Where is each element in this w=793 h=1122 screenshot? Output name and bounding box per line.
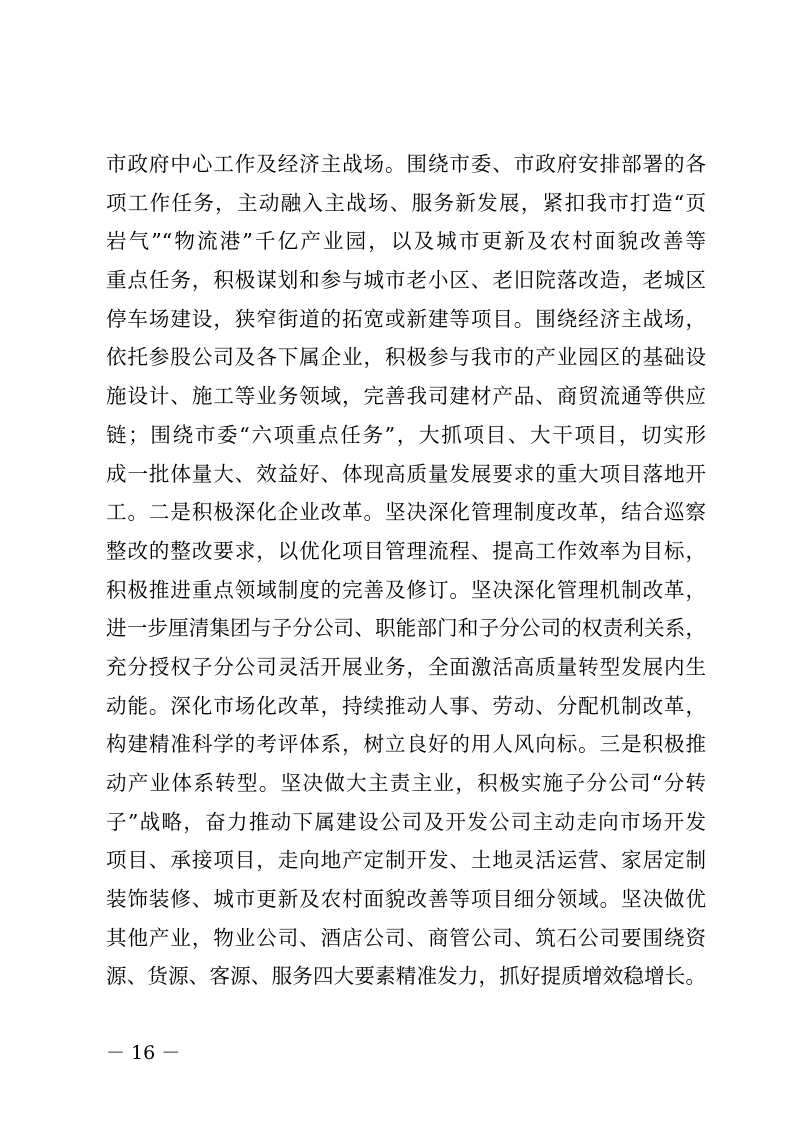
- text-line: 构建精准科学的考评体系，树立良好的用人风向标。三是积极推: [106, 732, 706, 757]
- text-line: 重点任务，积极谋划和参与城市老小区、老旧院落改造，老城区: [106, 268, 706, 293]
- text-line: 项工作任务，主动融入主战场、服务新发展，紧扣我市打造“页: [106, 190, 706, 215]
- text-line: 岩气”“物流港”千亿产业园，以及城市更新及农村面貌改善等: [106, 229, 706, 254]
- text-line: 子”战略，奋力推动下属建设公司及开发公司主动走向市场开发: [106, 809, 706, 834]
- body-paragraph: [106, 145, 706, 996]
- text-line: 停车场建设，狭窄街道的拓宽或新建等项目。围绕经济主战场，: [106, 306, 706, 331]
- text-line: 施设计、施工等业务领域，完善我司建材产品、商贸流通等供应: [106, 384, 706, 409]
- text-line: 动产业体系转型。坚决做大主责主业，积极实施子分公司“分转: [106, 771, 706, 795]
- text-line: 市政府中心工作及经济主战场。围绕市委、市政府安排部署的各: [106, 152, 706, 176]
- text-line: 充分授权子分公司灵活开展业务，全面激活高质量转型发展内生: [106, 654, 706, 679]
- text-line: 其他产业，物业公司、酒店公司、商管公司、筑石公司要围绕资: [106, 925, 706, 950]
- text-line: 进一步厘清集团与子分公司、职能部门和子分公司的权责利关系，: [106, 616, 706, 641]
- text-line: 源、货源、客源、服务四大要素精准发力，抓好提质增效稳增长。: [106, 964, 706, 989]
- text-line: 成一批体量大、效益好、体现高质量发展要求的重大项目落地开: [106, 461, 706, 486]
- text-line: 动能。深化市场化改革，持续推动人事、劳动、分配机制改革，: [106, 693, 706, 718]
- page-number: － 16 －: [106, 1042, 181, 1064]
- text-line: 整改的整改要求，以优化项目管理流程、提高工作效率为目标，: [106, 538, 706, 563]
- text-line: 积极推进重点领域制度的完善及修订。坚决深化管理机制改革，: [106, 577, 706, 602]
- text-line: 工。二是积极深化企业改革。坚决深化管理制度改革，结合巡察: [106, 500, 706, 525]
- text-line: 链；围绕市委“六项重点任务”，大抓项目、大干项目，切实形: [106, 422, 706, 447]
- text-line: 装饰装修、城市更新及农村面貌改善等项目细分领域。坚决做优: [106, 887, 706, 912]
- text-line: 项目、承接项目，走向地产定制开发、土地灵活运营、家居定制: [106, 848, 706, 873]
- text-line: 依托参股公司及各下属企业，积极参与我市的产业园区的基础设: [106, 345, 706, 370]
